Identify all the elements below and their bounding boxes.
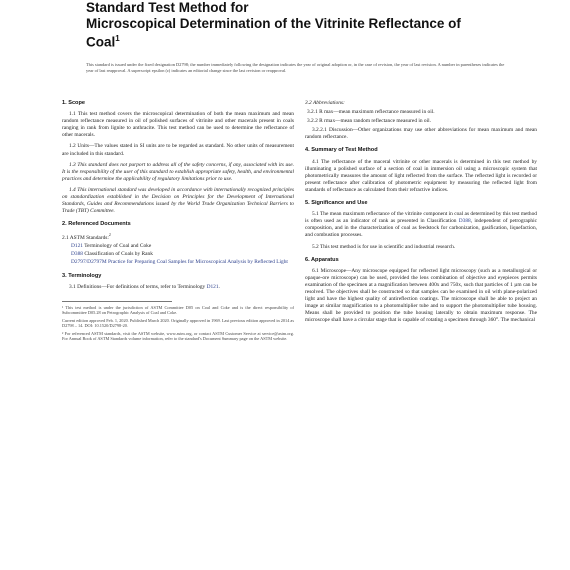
section-heading-terminology: 3. Terminology (62, 272, 102, 279)
section-heading-referenced-documents: 2. Referenced Documents (62, 221, 131, 228)
title-line-2: Microscopical Determination of the Vitrinite Reflectance of (86, 15, 461, 31)
footnote-1-edition: Current edition approved Feb. 1, 2020. Published March 2020. Originally approved in 1969. Last previous edition approved in 2014 as D2798 – 14. DOI: 10.1520/D2798-20. (62, 317, 294, 329)
section-heading-significance: 5. Significance and Use (305, 200, 368, 207)
title-footnote-mark: 1 (115, 34, 120, 43)
right-column (305, 100, 537, 328)
document-title (86, 0, 546, 50)
ref-code-link[interactable]: D121 (71, 243, 83, 250)
footnote-divider (62, 301, 172, 302)
paragraph-3-2: 3.2 Abbreviations: (305, 100, 345, 106)
ref-item[interactable]: D121 Terminology of Coal and Coke (71, 243, 152, 250)
paragraph-4-1: 4.1 The reflectance of the maceral vitrinite or other macerals is determined in this test method by illuminating a polished surface of a section of coal in immersion oil using a microscopic system that photometrically measures the amount of light reflected from the surface. The reflected light is recorded or present reflectance after calibration of photometric equipment by measuring the reflected light from standards of reflectance as calculated from their refractive indices. (305, 158, 537, 193)
paragraph-1-4: 1.4 This international standard was developed in accordance with internationally recognized principles on standardization established in the Decision on Principles for the Development of International Standards, Guides and Recommendations issued by the World Trade Organization Technical Barriers to Trade (TBT) Committee. (62, 186, 294, 215)
ref-code-link[interactable]: D388 (458, 218, 471, 225)
paragraph-1-2: 1.2 Units—The values stated in SI units are to be regarded as standard. No other units of measurement are included in this standard. (62, 143, 294, 157)
footnote-1: ¹ This test method is under the jurisdiction of ASTM Committee D05 on Coal and Coke and is the direct responsibility of Subcommittee D05.28 on Petrographic Analysis of Coal and Coke. (62, 304, 294, 316)
section-heading-scope: 1. Scope (62, 100, 86, 106)
ref-code-link[interactable]: D2797/D2797M (71, 259, 107, 266)
ref-code-link[interactable]: D121 (206, 283, 219, 290)
title-line-1: Standard Test Method for (86, 0, 249, 15)
ref-code-link[interactable]: D388 (71, 251, 83, 258)
ref-asmt-standards: 2.1 ASTM Standards:$^2$ (62, 233, 111, 242)
paragraph-1-1: 1.1 This test method covers the microscopical determination of both the mean maximum and mean random reflectance measured in oil of polished surfaces of vitrinite and other macerals present in coals ranging in rank from lignite to anthracite. This test method can be used to determine the reflectance of other macerals. (62, 111, 294, 139)
paragraph-5-1: 5.1 The mean maximum reflectance of the vitrinite component in coal as determined by this test method is often used as an indicator of rank as presented in Classification D388, independent of petrographic composition, and in the characterization of coal as feedstock for carbonization, gasification, liquefaction, and combustion processes. (305, 211, 538, 239)
standard-designation-note: This standard is issued under the fixed designation D2798; the number immediately following the designation indicates the year of original adoption or, in the case of revision, the year of last revision. A number in parentheses indicates the year of last reapproval. A superscript epsilon (ε) indicates an editorial change since the last revision or reapproval. (86, 62, 505, 73)
ref-item[interactable]: D2797/D2797M Practice for Preparing Coal Samples for Microscopical Analysis by Reflected Light (71, 259, 288, 266)
referenced-documents-list (62, 232, 294, 266)
footnote-2: ² For referenced ASTM standards, visit the ASTM website, www.astm.org, or contact ASTM Customer Service at service@astm.org. For Annual Book of ASTM Standards volume information, refer to the standard's Document Summary page on the ASTM website. (62, 330, 294, 342)
paragraph-6-1: 6.1 Microscope—Any microscope equipped for reflected light microscopy (such as a metallurgical or opaque-ore microscope) can be used, provided the lens combination of objective and eyepieces permits examination of the specimen at a magnification between 400x and 750x, such that particles of 1 µm can be resolved. The objectives shall be constructed so that samples can be examined in oil with plane-polarized light and have the highest quality of antireflection coatings. The microscope shall be able to project an image at similar magnification to a photomultiplier tube and to support the photomultiplier tube housing. Means shall be provided to position the tube housing laterally to obtain maximum response. The microscope shall have a circular stage that is capable of rotating a specimen through 360°. The mechanical (305, 267, 537, 324)
section-heading-apparatus: 6. Apparatus (305, 256, 339, 263)
left-column (62, 100, 294, 344)
paragraph-5-2: 5.2 This test method is for use in scientific and industrial research. (312, 243, 456, 250)
section-heading-summary: 4. Summary of Test Method (305, 147, 378, 154)
ref-item[interactable]: D388 Classification of Coals by Rank (71, 251, 153, 258)
paragraph-3-2-1: 3.2.1 R max—mean maximum reflectance measured in oil. (307, 109, 435, 116)
paragraph-3-1: 3.1 Definitions—For definitions of terms, refer to Terminology D121. (69, 283, 220, 290)
paragraph-3-2-2-1: 3.2.2.1 Discussion—Other organizations may use other abbreviations for mean maximum and mean random reflectance. (305, 127, 537, 141)
paragraph-1-3: 1.3 This standard does not purport to address all of the safety concerns, if any, associated with its use. It is the responsibility of the user of this standard to establish appropriate safety, health, and environmental practices and determine the applicability of regulatory limitations prior to use. (62, 161, 294, 182)
paragraph-3-2-2: 3.2.2 R rmax—mean random reflectance measured in oil. (307, 118, 431, 125)
title-line-3: Coal$^1$ (86, 34, 120, 50)
